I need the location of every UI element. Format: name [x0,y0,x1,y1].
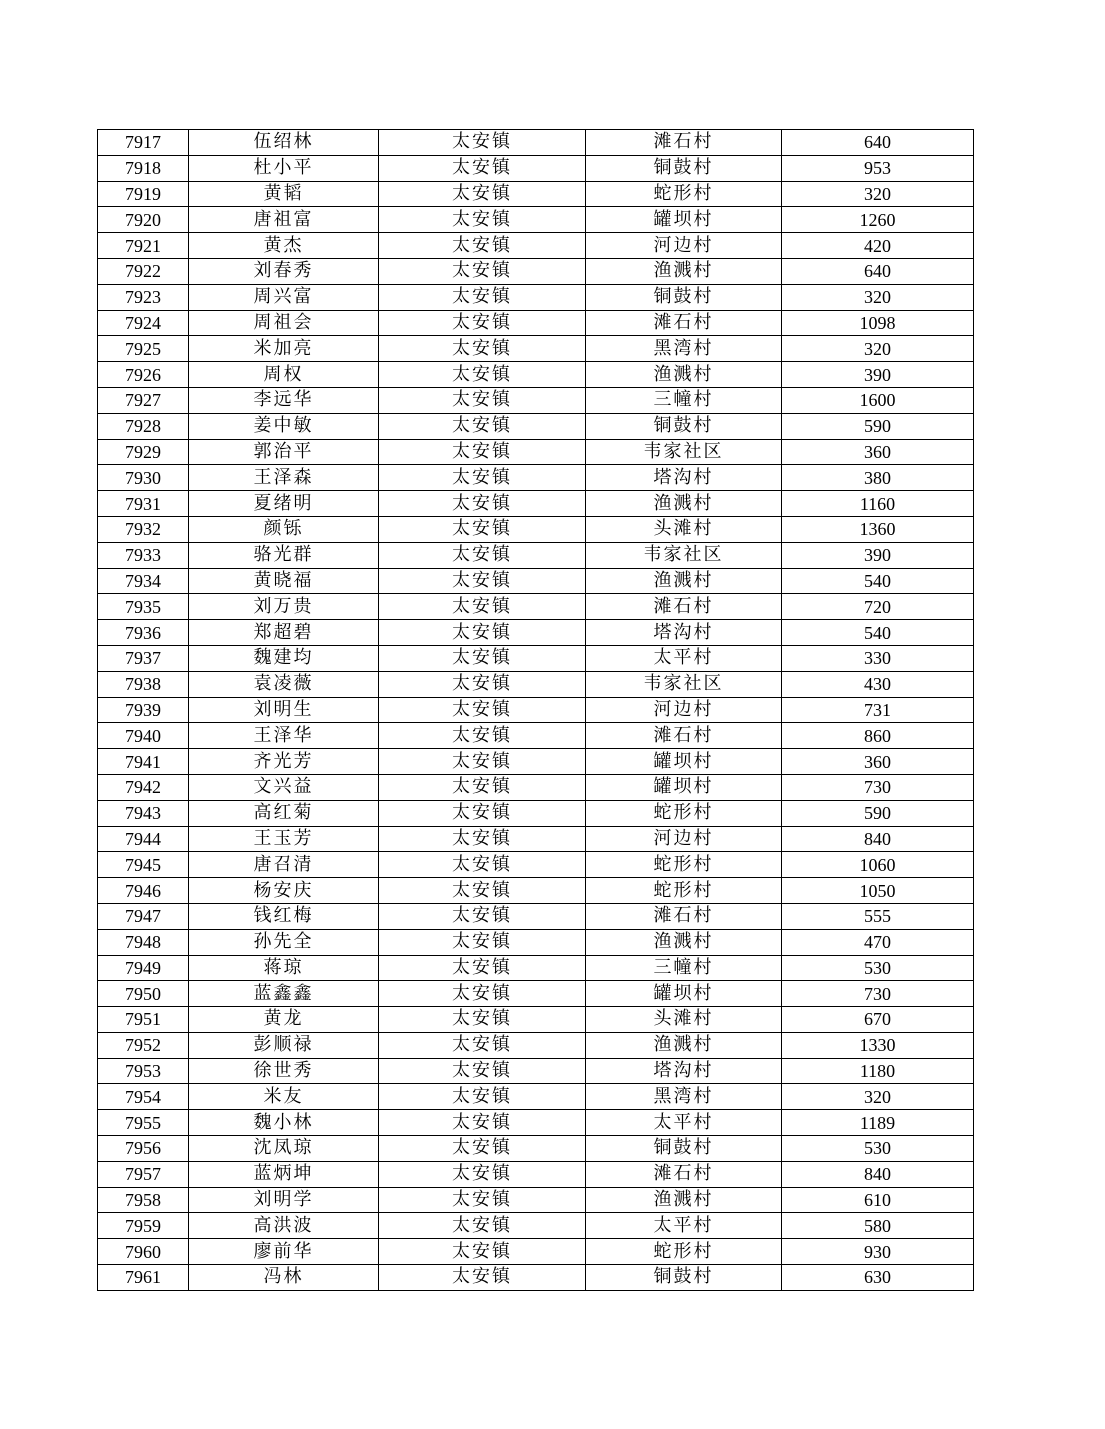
village-cell: 铜鼓村 [586,1136,782,1162]
person-name-cell: 高红菊 [189,800,379,826]
person-name-cell: 夏绪明 [189,491,379,517]
record-id-cell: 7947 [98,903,189,929]
table-row [98,207,974,233]
table-row [98,387,974,413]
person-name-cell: 郑超碧 [189,620,379,646]
amount-cell: 730 [782,774,974,800]
town-cell: 太安镇 [379,181,586,207]
table-row [98,749,974,775]
person-name-cell: 齐光芳 [189,749,379,775]
person-name-cell: 黄龙 [189,1007,379,1033]
amount-cell: 1600 [782,387,974,413]
record-id-cell: 7960 [98,1239,189,1265]
amount-cell: 840 [782,826,974,852]
village-cell: 渔溅村 [586,1187,782,1213]
village-cell: 蛇形村 [586,181,782,207]
table-row [98,1058,974,1084]
record-id-cell: 7928 [98,413,189,439]
person-name-cell: 杜小平 [189,155,379,181]
table-row [98,723,974,749]
town-cell: 太安镇 [379,955,586,981]
amount-cell: 1260 [782,207,974,233]
record-id-cell: 7949 [98,955,189,981]
town-cell: 太安镇 [379,1110,586,1136]
amount-cell: 1098 [782,310,974,336]
village-cell: 铜鼓村 [586,284,782,310]
town-cell: 太安镇 [379,233,586,259]
person-name-cell: 王泽森 [189,465,379,491]
village-cell: 滩石村 [586,594,782,620]
person-name-cell: 周祖会 [189,310,379,336]
village-cell: 韦家社区 [586,439,782,465]
town-cell: 太安镇 [379,723,586,749]
village-cell: 罐坝村 [586,981,782,1007]
amount-cell: 590 [782,800,974,826]
town-cell: 太安镇 [379,258,586,284]
person-name-cell: 李远华 [189,387,379,413]
village-cell: 河边村 [586,697,782,723]
amount-cell: 1330 [782,1032,974,1058]
amount-cell: 640 [782,258,974,284]
amount-cell: 530 [782,955,974,981]
amount-cell: 640 [782,130,974,156]
amount-cell: 930 [782,1239,974,1265]
amount-cell: 320 [782,181,974,207]
amount-cell: 540 [782,620,974,646]
person-name-cell: 刘明生 [189,697,379,723]
town-cell: 太安镇 [379,1007,586,1033]
amount-cell: 420 [782,233,974,259]
amount-cell: 860 [782,723,974,749]
table-row [98,310,974,336]
village-cell: 塔沟村 [586,465,782,491]
record-id-cell: 7952 [98,1032,189,1058]
person-name-cell: 文兴益 [189,774,379,800]
record-id-cell: 7930 [98,465,189,491]
record-id-cell: 7919 [98,181,189,207]
village-cell: 滩石村 [586,903,782,929]
table-row [98,491,974,517]
record-id-cell: 7924 [98,310,189,336]
record-id-cell: 7940 [98,723,189,749]
table-row [98,1265,974,1291]
table-row [98,1161,974,1187]
amount-cell: 530 [782,1136,974,1162]
record-id-cell: 7953 [98,1058,189,1084]
town-cell: 太安镇 [379,207,586,233]
amount-cell: 1189 [782,1110,974,1136]
person-name-cell: 骆光群 [189,542,379,568]
village-cell: 蛇形村 [586,852,782,878]
person-name-cell: 王泽华 [189,723,379,749]
village-cell: 渔溅村 [586,362,782,388]
record-id-cell: 7920 [98,207,189,233]
village-cell: 头滩村 [586,516,782,542]
town-cell: 太安镇 [379,413,586,439]
amount-cell: 630 [782,1265,974,1291]
person-name-cell: 黄杰 [189,233,379,259]
town-cell: 太安镇 [379,439,586,465]
amount-cell: 1060 [782,852,974,878]
town-cell: 太安镇 [379,826,586,852]
village-cell: 河边村 [586,826,782,852]
record-id-cell: 7957 [98,1161,189,1187]
amount-cell: 390 [782,362,974,388]
person-name-cell: 姜中敏 [189,413,379,439]
town-cell: 太安镇 [379,1084,586,1110]
person-name-cell: 周兴富 [189,284,379,310]
record-id-cell: 7950 [98,981,189,1007]
village-cell: 渔溅村 [586,929,782,955]
record-id-cell: 7929 [98,439,189,465]
person-name-cell: 蓝炳坤 [189,1161,379,1187]
record-id-cell: 7943 [98,800,189,826]
town-cell: 太安镇 [379,1136,586,1162]
person-name-cell: 唐祖富 [189,207,379,233]
village-cell: 蛇形村 [586,1239,782,1265]
amount-cell: 390 [782,542,974,568]
village-cell: 河边村 [586,233,782,259]
table-row [98,878,974,904]
table-row [98,826,974,852]
town-cell: 太安镇 [379,362,586,388]
table-row [98,955,974,981]
record-id-cell: 7936 [98,620,189,646]
table-row [98,413,974,439]
record-id-cell: 7937 [98,645,189,671]
town-cell: 太安镇 [379,800,586,826]
village-cell: 罐坝村 [586,207,782,233]
amount-cell: 1180 [782,1058,974,1084]
table-row [98,1110,974,1136]
record-id-cell: 7938 [98,671,189,697]
village-cell: 渔溅村 [586,1032,782,1058]
person-name-cell: 彭顺禄 [189,1032,379,1058]
record-id-cell: 7961 [98,1265,189,1291]
village-cell: 蛇形村 [586,800,782,826]
record-id-cell: 7921 [98,233,189,259]
amount-cell: 590 [782,413,974,439]
person-name-cell: 刘万贵 [189,594,379,620]
table-row [98,284,974,310]
record-id-cell: 7931 [98,491,189,517]
person-name-cell: 颜铄 [189,516,379,542]
town-cell: 太安镇 [379,1161,586,1187]
table-row [98,1032,974,1058]
amount-cell: 670 [782,1007,974,1033]
table-row [98,1136,974,1162]
village-cell: 滩石村 [586,130,782,156]
amount-cell: 360 [782,439,974,465]
town-cell: 太安镇 [379,568,586,594]
village-cell: 渔溅村 [586,258,782,284]
village-cell: 三幢村 [586,955,782,981]
town-cell: 太安镇 [379,542,586,568]
record-id-cell: 7945 [98,852,189,878]
table-row [98,1213,974,1239]
record-id-cell: 7956 [98,1136,189,1162]
table-row [98,981,974,1007]
person-name-cell: 黄韬 [189,181,379,207]
record-id-cell: 7918 [98,155,189,181]
table-row [98,542,974,568]
amount-cell: 320 [782,336,974,362]
village-cell: 蛇形村 [586,878,782,904]
record-id-cell: 7923 [98,284,189,310]
table-row [98,568,974,594]
town-cell: 太安镇 [379,155,586,181]
town-cell: 太安镇 [379,336,586,362]
town-cell: 太安镇 [379,1058,586,1084]
village-cell: 太平村 [586,1110,782,1136]
person-name-cell: 蒋琼 [189,955,379,981]
village-cell: 铜鼓村 [586,155,782,181]
village-cell: 塔沟村 [586,1058,782,1084]
table-row [98,1239,974,1265]
town-cell: 太安镇 [379,310,586,336]
record-id-cell: 7927 [98,387,189,413]
amount-cell: 380 [782,465,974,491]
amount-cell: 360 [782,749,974,775]
town-cell: 太安镇 [379,1239,586,1265]
table-row [98,929,974,955]
town-cell: 太安镇 [379,130,586,156]
record-id-cell: 7941 [98,749,189,775]
person-name-cell: 魏建均 [189,645,379,671]
amount-cell: 320 [782,284,974,310]
table-row [98,1084,974,1110]
amount-cell: 953 [782,155,974,181]
amount-cell: 330 [782,645,974,671]
table-row [98,181,974,207]
table-row [98,516,974,542]
town-cell: 太安镇 [379,516,586,542]
amount-cell: 555 [782,903,974,929]
table-row [98,233,974,259]
record-id-cell: 7934 [98,568,189,594]
town-cell: 太安镇 [379,284,586,310]
table-row [98,774,974,800]
person-name-cell: 沈凤琼 [189,1136,379,1162]
amount-cell: 731 [782,697,974,723]
record-id-cell: 7922 [98,258,189,284]
record-id-cell: 7932 [98,516,189,542]
record-id-cell: 7926 [98,362,189,388]
table-row [98,620,974,646]
town-cell: 太安镇 [379,1032,586,1058]
town-cell: 太安镇 [379,594,586,620]
village-cell: 韦家社区 [586,671,782,697]
person-name-cell: 蓝鑫鑫 [189,981,379,1007]
table-row [98,1007,974,1033]
amount-cell: 430 [782,671,974,697]
record-id-cell: 7955 [98,1110,189,1136]
person-name-cell: 袁凌薇 [189,671,379,697]
town-cell: 太安镇 [379,697,586,723]
amount-cell: 610 [782,1187,974,1213]
record-id-cell: 7944 [98,826,189,852]
person-name-cell: 孙先全 [189,929,379,955]
town-cell: 太安镇 [379,878,586,904]
town-cell: 太安镇 [379,387,586,413]
village-cell: 罐坝村 [586,749,782,775]
person-name-cell: 黄晓福 [189,568,379,594]
amount-cell: 1360 [782,516,974,542]
table-row [98,594,974,620]
amount-cell: 580 [782,1213,974,1239]
person-name-cell: 唐召清 [189,852,379,878]
table-row [98,645,974,671]
person-name-cell: 王玉芳 [189,826,379,852]
village-cell: 罐坝村 [586,774,782,800]
person-name-cell: 刘明学 [189,1187,379,1213]
record-id-cell: 7917 [98,130,189,156]
table-row [98,439,974,465]
amount-cell: 730 [782,981,974,1007]
record-id-cell: 7933 [98,542,189,568]
person-name-cell: 魏小林 [189,1110,379,1136]
village-cell: 铜鼓村 [586,1265,782,1291]
village-cell: 渔溅村 [586,491,782,517]
record-id-cell: 7925 [98,336,189,362]
person-name-cell: 冯林 [189,1265,379,1291]
person-name-cell: 伍绍林 [189,130,379,156]
table-row [98,130,974,156]
person-name-cell: 米加亮 [189,336,379,362]
person-name-cell: 高洪波 [189,1213,379,1239]
amount-cell: 840 [782,1161,974,1187]
table-row [98,800,974,826]
village-cell: 太平村 [586,1213,782,1239]
town-cell: 太安镇 [379,671,586,697]
town-cell: 太安镇 [379,774,586,800]
record-id-cell: 7951 [98,1007,189,1033]
village-cell: 太平村 [586,645,782,671]
record-id-cell: 7939 [98,697,189,723]
record-id-cell: 7946 [98,878,189,904]
person-name-cell: 徐世秀 [189,1058,379,1084]
record-id-cell: 7942 [98,774,189,800]
table-row [98,903,974,929]
town-cell: 太安镇 [379,1265,586,1291]
town-cell: 太安镇 [379,852,586,878]
town-cell: 太安镇 [379,749,586,775]
record-id-cell: 7948 [98,929,189,955]
village-cell: 滩石村 [586,1161,782,1187]
village-cell: 头滩村 [586,1007,782,1033]
person-name-cell: 刘春秀 [189,258,379,284]
records-table-body [98,130,974,1291]
amount-cell: 720 [782,594,974,620]
town-cell: 太安镇 [379,465,586,491]
table-row [98,465,974,491]
town-cell: 太安镇 [379,1187,586,1213]
amount-cell: 470 [782,929,974,955]
table-row [98,362,974,388]
record-id-cell: 7935 [98,594,189,620]
person-name-cell: 周权 [189,362,379,388]
person-name-cell: 米友 [189,1084,379,1110]
table-row [98,155,974,181]
village-cell: 滩石村 [586,310,782,336]
amount-cell: 1050 [782,878,974,904]
person-name-cell: 郭治平 [189,439,379,465]
table-row [98,671,974,697]
village-cell: 渔溅村 [586,568,782,594]
village-cell: 铜鼓村 [586,413,782,439]
village-cell: 塔沟村 [586,620,782,646]
town-cell: 太安镇 [379,620,586,646]
table-row [98,852,974,878]
town-cell: 太安镇 [379,929,586,955]
person-name-cell: 钱红梅 [189,903,379,929]
village-cell: 黑湾村 [586,1084,782,1110]
village-cell: 黑湾村 [586,336,782,362]
records-table [97,129,974,1291]
record-id-cell: 7959 [98,1213,189,1239]
table-row [98,1187,974,1213]
town-cell: 太安镇 [379,903,586,929]
table-row [98,336,974,362]
person-name-cell: 杨安庆 [189,878,379,904]
table-row [98,697,974,723]
village-cell: 三幢村 [586,387,782,413]
amount-cell: 1160 [782,491,974,517]
village-cell: 滩石村 [586,723,782,749]
town-cell: 太安镇 [379,1213,586,1239]
amount-cell: 540 [782,568,974,594]
town-cell: 太安镇 [379,981,586,1007]
record-id-cell: 7954 [98,1084,189,1110]
person-name-cell: 廖前华 [189,1239,379,1265]
record-id-cell: 7958 [98,1187,189,1213]
village-cell: 韦家社区 [586,542,782,568]
town-cell: 太安镇 [379,491,586,517]
town-cell: 太安镇 [379,645,586,671]
table-row [98,258,974,284]
amount-cell: 320 [782,1084,974,1110]
